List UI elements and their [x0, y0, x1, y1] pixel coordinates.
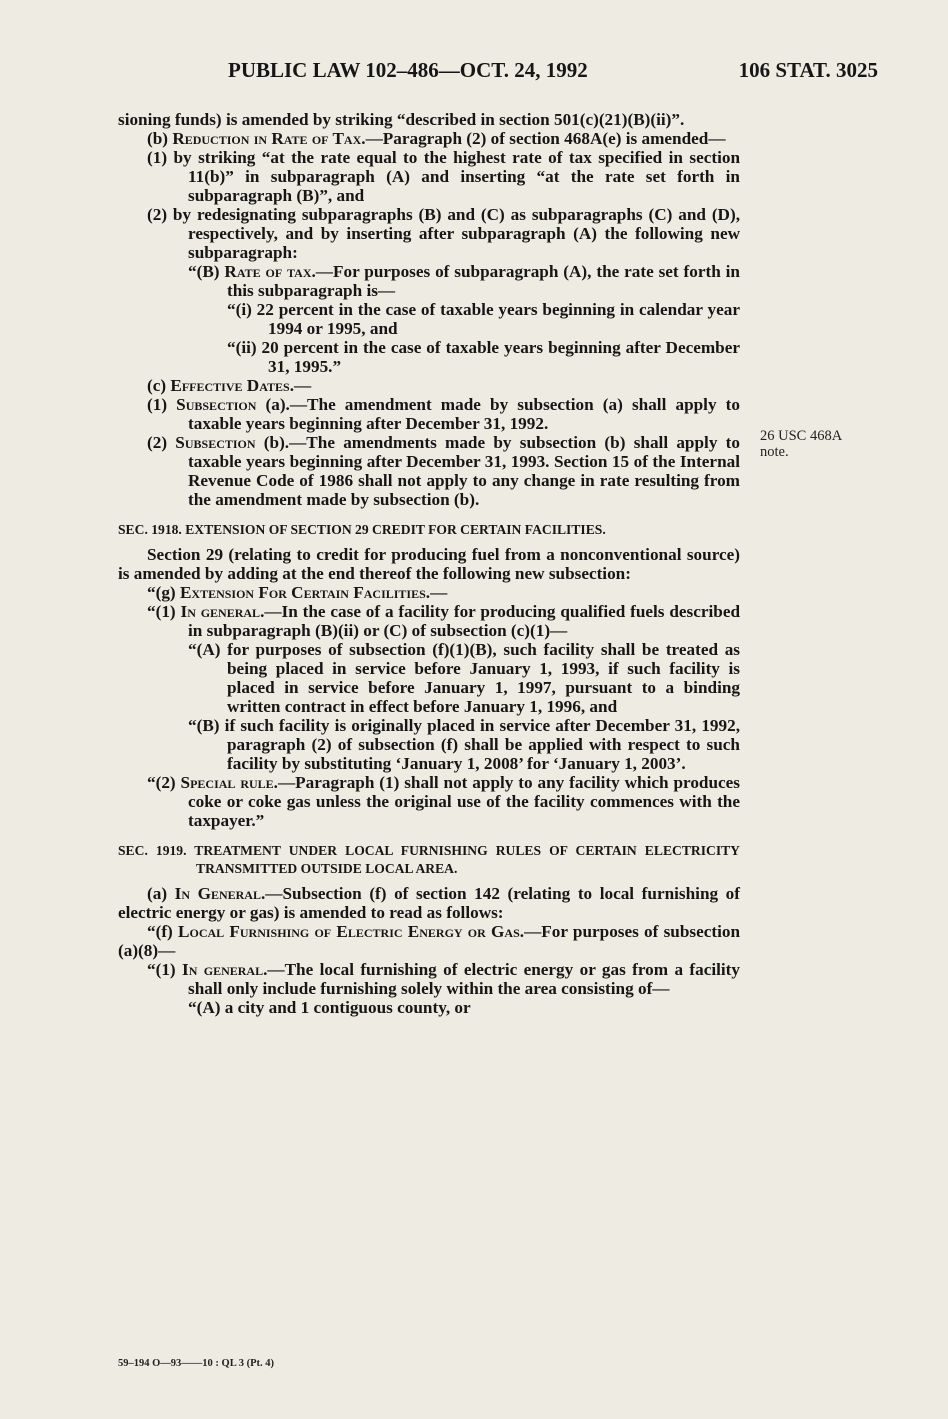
statute-page-number: 106 STAT. 3025	[738, 58, 878, 82]
effective-date-2: (2) Subsection (b).—The amendments made by subsection (b) shall apply to taxable years beginning after December 31, 1993. Section 15 of the Internal Revenue Code of 1986 shall not apply to any change in rate resulting from the amendment made by subsection (b).	[147, 433, 740, 509]
subparagraph-b-extension: “(B) if such facility is originally placed in service after December 31, 1992, paragraph (2) of subsection (f) shall be applied with respect to such facility by substituting ‘January 1, 2008’ for ‘January 1, 2003’.	[188, 716, 740, 773]
subparagraph-heading: Rate of tax	[224, 262, 312, 281]
clause-ii: “(ii) 20 percent in the case of taxable years beginning after December 31, 1995.”	[227, 338, 740, 376]
subsection-heading: Effective Dates	[170, 376, 290, 395]
subparagraph-a: “(A) for purposes of subsection (f)(1)(B), such facility shall be treated as being placed in service before January 1, 1993, if such facility is placed in service before January 1, 1997, pursuant to a binding written contract in effect before January 1, 1996, and	[188, 640, 740, 716]
clause-i: “(i) 22 percent in the case of taxable years beginning in calendar year 1994 or 1995, and	[227, 300, 740, 338]
effective-date-1: (1) Subsection (a).—The amendment made by subsection (a) shall apply to taxable years beginning after December 31, 1992.	[147, 395, 740, 433]
paragraph-heading: Special rule	[180, 773, 274, 792]
page-header	[118, 58, 878, 88]
subsection-heading: Reduction in Rate of Tax	[172, 129, 362, 148]
statute-text	[118, 110, 740, 1017]
subparagraph-b: “(B) Rate of tax.—For purposes of subparagraph (A), the rate set forth in this subparagraph is—	[188, 262, 740, 300]
running-title: PUBLIC LAW 102–486—OCT. 24, 1992	[228, 58, 588, 82]
subsection-f-local-furnishing: “(f) Local Furnishing of Electric Energy or Gas.—For purposes of subsection (a)(8)—	[118, 922, 741, 960]
subparagraph-a-city: “(A) a city and 1 contiguous county, or	[188, 998, 471, 1017]
paragraph-1-in-general: “(1) In general.—In the case of a facility for producing qualified fuels described in subparagraph (B)(ii) or (C) of subsection (c)(1)—	[147, 602, 741, 640]
subsection-heading: In General	[174, 884, 261, 903]
paragraph-heading: In general	[182, 960, 264, 979]
paragraph-2: (2) by redesignating subparagraphs (B) and (C) as subparagraphs (C) and (D), respectively, and by inserting after subparagraph (A) the following new subparagraph:	[147, 205, 740, 262]
paragraph-heading: Subsection	[176, 395, 257, 414]
section-1919-heading: SEC. 1919. TREATMENT UNDER LOCAL FURNISHING RULES OF CERTAIN ELECTRICITY TRANSMITTED OUTSIDE LOCAL AREA.	[118, 843, 740, 876]
subsection-heading: Local Furnishing of Electric Energy or Gas	[178, 922, 520, 941]
paragraph-continuation: sioning funds) is amended by striking “described in section 501(c)(21)(B)(ii)”.	[118, 110, 685, 129]
paragraph-1: (1) by striking “at the rate equal to the highest rate of tax specified in section 11(b)” in subparagraph (A) and inserting “at the rate set forth in subparagraph (B)”, and	[147, 148, 740, 205]
print-code-footer: 59–194 O—93——10 : QL 3 (Pt. 4)	[118, 1358, 275, 1369]
paragraph-heading: Subsection	[175, 433, 256, 452]
paragraph-2-special-rule: “(2) Special rule.—Paragraph (1) shall not apply to any facility which produces coke or coke gas unless the original use of the facility commences with the taxpayer.”	[147, 773, 740, 830]
subsection-heading: Extension For Certain Facilities	[179, 583, 426, 602]
subsection-a-in-general: (a) In General.—Subsection (f) of section 142 (relating to local furnishing of electric energy or gas) is amended to read as follows:	[118, 884, 740, 922]
margin-note-label: note.	[760, 444, 789, 460]
margin-note-citation: 26 USC 468A	[760, 428, 843, 444]
paragraph-heading: In general	[180, 602, 261, 621]
section-1918-text: Section 29 (relating to credit for producing fuel from a nonconventional source) is amended by adding at the end thereof the following new subsection:	[118, 545, 740, 583]
section-1918-heading: SEC. 1918. EXTENSION OF SECTION 29 CREDIT FOR CERTAIN FACILITIES.	[118, 522, 606, 537]
margin-note	[760, 428, 880, 460]
subsection-g: “(g) Extension For Certain Facilities.—	[147, 583, 448, 602]
subsection-c: (c) Effective Dates.—	[147, 376, 312, 395]
paragraph-1-local-furnishing: “(1) In general.—The local furnishing of electric energy or gas from a facility shall only include furnishing solely within the area consisting of—	[147, 960, 741, 998]
subsection-b: (b) Reduction in Rate of Tax.—Paragraph (2) of section 468A(e) is amended—	[147, 129, 726, 148]
